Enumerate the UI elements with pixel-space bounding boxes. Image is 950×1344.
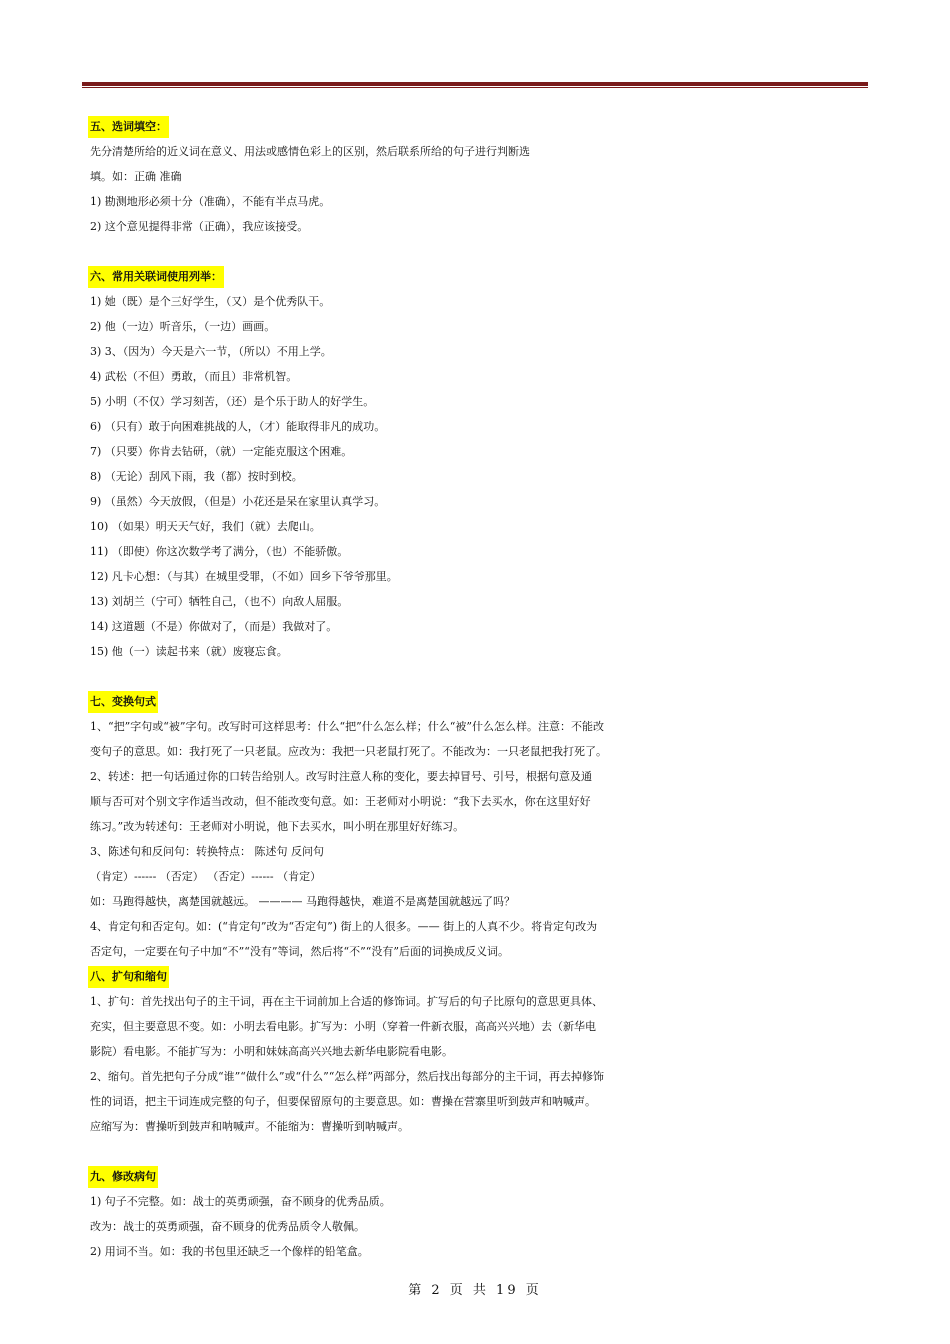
text-line: 2) 用词不当。如：我的书包里还缺乏一个像样的铅笔盒。 — [90, 1245, 369, 1258]
text-line: 如：马跑得越快，离楚国就越远。 ———— 马跑得越快，难道不是离楚国就越远了吗？ — [90, 895, 515, 908]
list-item: 12) 凡卡心想：（与其）在城里受罪，（不如）回乡下爷爷那里。 — [90, 570, 398, 583]
text-line: 4、肯定句和否定句。如：(“肯定句”改为“否定句”) 街上的人很多。—— 街上的人真不少。将肯定句改为 — [90, 920, 598, 933]
text-line: 1、“把”字句或“被”字句。改写时可这样思考：什么“把”什么怎么样；什么“被”什么怎么样。注意：不能改 — [90, 720, 604, 733]
text-line: 2、缩句。首先把句子分成“谁”“做什么”或“什么”“怎么样”两部分，然后找出每部分的主干词，再去掉修饰 — [90, 1070, 604, 1083]
list-item: 10) （如果）明天天气好，我们（就）去爬山。 — [90, 520, 321, 533]
text-line: 1) 勘测地形必须十分（准确），不能有半点马虎。 — [90, 195, 331, 208]
header-rule — [82, 82, 868, 86]
section-heading — [90, 1164, 870, 1189]
text-line: 应缩写为：曹操听到鼓声和呐喊声。不能缩为：曹操听到呐喊声。 — [90, 1120, 409, 1133]
text-line: 改为：战士的英勇顽强，奋不顾身的优秀品质令人敬佩。 — [90, 1220, 365, 1233]
section9-heading: 九、修改病句 — [88, 1166, 158, 1188]
text-line: 变句子的意思。如：我打死了一只老鼠。应改为：我把一只老鼠打死了。不能改为：一只老鼠把我打死了。 — [90, 745, 607, 758]
list-item: 9) （虽然）今天放假，（但是）小花还是呆在家里认真学习。 — [90, 495, 386, 508]
text-line: 性的词语，把主干词连成完整的句子，但要保留原句的主要意思。如：曹操在营寨里听到鼓声和呐喊声。 — [90, 1095, 596, 1108]
spacer — [90, 1139, 870, 1164]
text-line: 1、扩句：首先找出句子的主干词，再在主干词前加上合适的修饰词。扩写后的句子比原句的意思更具体、 — [90, 995, 603, 1008]
list-item: 3) 3、（因为）今天是六一节，（所以）不用上学。 — [90, 345, 332, 358]
list-item: 6) （只有）敢于向困难挑战的人，（才）能取得非凡的成功。 — [90, 420, 386, 433]
list-item: 2) 他（一边）听音乐，（一边）画画。 — [90, 320, 276, 333]
text-line: 填。如：正确 准确 — [90, 170, 182, 183]
list-item: 4) 武松（不但）勇敢，（而且）非常机智。 — [90, 370, 298, 383]
section8-heading: 八、扩句和缩句 — [88, 966, 169, 988]
section-heading — [90, 114, 870, 139]
text-line: 3、陈述句和反问句：转换特点： 陈述句 反问句 — [90, 845, 324, 858]
list-item: 1) 她（既）是个三好学生，（又）是个优秀队干。 — [90, 295, 331, 308]
spacer — [90, 664, 870, 689]
list-item: 11) （即使）你这次数学考了满分，（也）不能骄傲。 — [90, 545, 349, 558]
text-line: 先分清楚所给的近义词在意义、用法或感情色彩上的区别，然后联系所给的句子进行判断选 — [90, 145, 530, 158]
section-heading — [90, 689, 870, 714]
page-number: 第 2 页 共 19 页 — [408, 1283, 542, 1298]
text-line: 1) 句子不完整。如：战士的英勇顽强，奋不顾身的优秀品质。 — [90, 1195, 391, 1208]
list-item: 5) 小明（不仅）学习刻苦，（还）是个乐于助人的好学生。 — [90, 395, 375, 408]
section-heading — [90, 264, 870, 289]
text-line: 顺与否可对个别文字作适当改动，但不能改变句意。如：王老师对小明说：“我下去买水，你在这里好好 — [90, 795, 591, 808]
list-item: 7) （只要）你肯去钻研，（就）一定能克服这个困难。 — [90, 445, 353, 458]
text-line: 充实，但主要意思不变。如：小明去看电影。扩写为：小明（穿着一件新衣服，高高兴兴地）去（新华电 — [90, 1020, 596, 1033]
list-item: 15) 他（一）读起书来（就）废寝忘食。 — [90, 645, 288, 658]
section6-heading: 六、常用关联词使用列举： — [88, 266, 224, 288]
header-rule-thin — [82, 87, 868, 88]
list-item: 8) （无论）刮风下雨，我（都）按时到校。 — [90, 470, 303, 483]
text-line: （肯定）------ （否定） （否定）------ （肯定） — [90, 870, 322, 883]
section7-heading: 七、变换句式 — [88, 691, 158, 713]
list-item: 13) 刘胡兰（宁可）牺牲自己，（也不）向敌人屈服。 — [90, 595, 349, 608]
text-line: 练习。”改为转述句：王老师对小明说，他下去买水，叫小明在那里好好练习。 — [90, 820, 465, 833]
text-line: 2) 这个意见提得非常（正确），我应该接受。 — [90, 220, 309, 233]
text-line: 2、转述：把一句话通过你的口转告给别人。改写时注意人称的变化，要去掉冒号、引号，根据句意及通 — [90, 770, 592, 783]
section-heading — [90, 964, 870, 989]
list-item: 14) 这道题（不是）你做对了，（而是）我做对了。 — [90, 620, 338, 633]
text-line: 否定句，一定要在句子中加“不”“没有”等词，然后将“不”“没有”后面的词换成反义词。 — [90, 945, 509, 958]
page-content — [90, 114, 870, 1264]
text-line: 影院）看电影。不能扩写为：小明和妹妹高高兴兴地去新华电影院看电影。 — [90, 1045, 453, 1058]
section5-heading: 五、选词填空： — [88, 116, 169, 138]
spacer — [90, 239, 870, 264]
